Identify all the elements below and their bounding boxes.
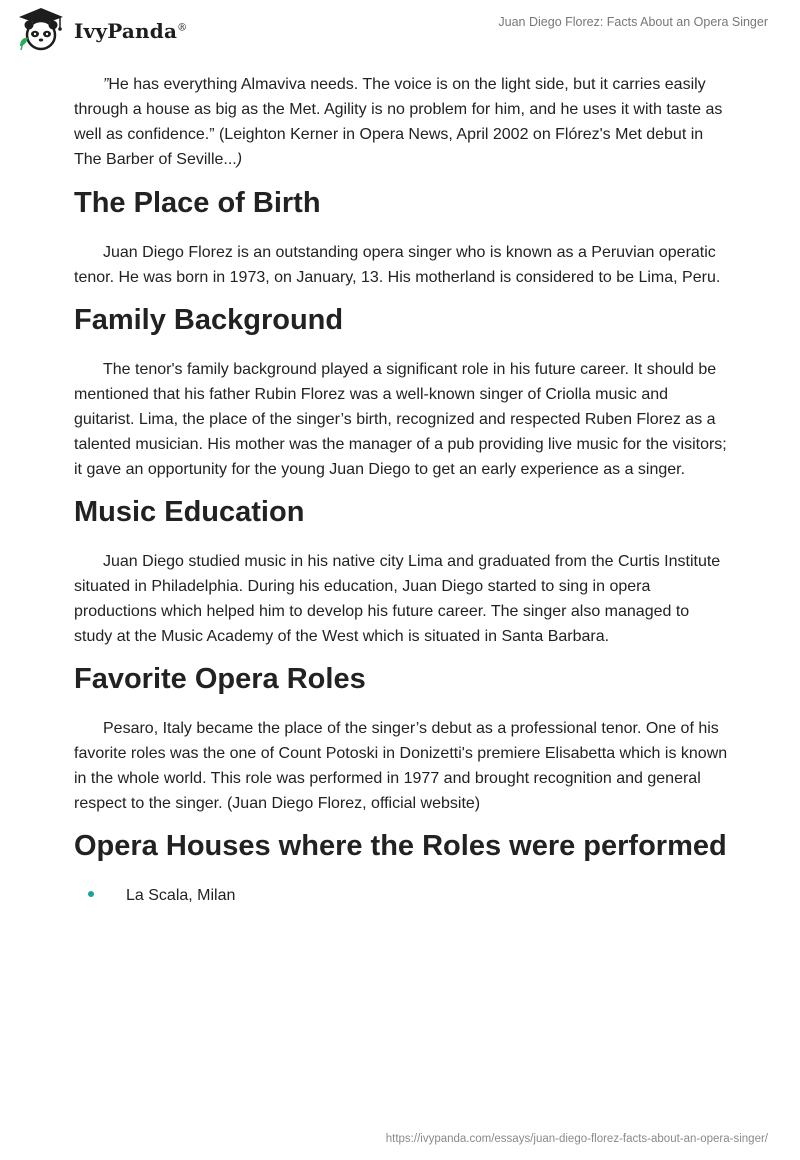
section-paragraph: Juan Diego studied music in his native city Lima and graduated from the Curtis Institute situated in Philadelphia. During his education, Juan Diego started to sing in opera productions which helped him to develop his future career. The singer also managed to study at the Music Academy of the West which is situated in Santa Barbara. xyxy=(74,553,721,645)
essay-body xyxy=(74,72,730,908)
quote-text: He has everything Almaviva needs. The voice is on the light side, but it carries easily through a house as big as the Met. Agility is no problem for him, and he uses it with taste as well as confidence.” (Leighton Kerner in Opera News, April 2002 on Flórez's Met debut in The Barber of Seville... xyxy=(74,76,723,168)
opera-house-list xyxy=(74,883,730,908)
list-item-label: La Scala, Milan xyxy=(126,887,236,904)
section-heading: Family Background xyxy=(74,304,344,336)
section-heading: Opera Houses where the Roles were performed xyxy=(74,830,727,862)
quote-close: ) xyxy=(236,151,243,168)
section-heading: Music Education xyxy=(74,496,305,528)
source-url[interactable]: https://ivypanda.com/essays/juan-diego-florez-facts-about-an-opera-singer/ xyxy=(385,1133,768,1145)
section-paragraph: The tenor's family background played a significant role in his future career. It should be mentioned that his father Rubin Florez was a well-known singer of Criolla music and guitarist. Lima, the place of the singer’s birth, recognized and respected Ruben Florez as a talented musician. His mother was the manager of a pub providing live music for the visitors; it gave an opportunity for the young Juan Diego to get an early experience as a singer. xyxy=(74,361,727,478)
page-header xyxy=(0,0,800,66)
brand-name: IvyPanda® xyxy=(74,19,188,43)
quote-paragraph xyxy=(74,72,730,172)
ivypanda-logo[interactable] xyxy=(16,8,187,54)
section-opera-houses xyxy=(74,827,730,908)
section-heading: The Place of Birth xyxy=(74,187,321,219)
quote-open-mark: ” xyxy=(103,76,109,93)
list-item xyxy=(74,883,730,908)
section-heading: Favorite Opera Roles xyxy=(74,663,366,695)
panda-graduate-icon xyxy=(16,6,66,57)
section-place-of-birth xyxy=(74,184,730,290)
section-paragraph: Juan Diego Florez is an outstanding opera singer who is known as a Peruvian operatic tenor. He was born in 1973, on January, 13. His motherland is considered to be Lima, Peru. xyxy=(74,244,721,286)
bullet-dot-icon xyxy=(88,891,94,897)
document-title: Juan Diego Florez: Facts About an Opera Singer xyxy=(498,15,768,29)
section-favorite-opera-roles xyxy=(74,660,730,816)
section-music-education xyxy=(74,493,730,649)
section-family-background xyxy=(74,301,730,482)
section-paragraph: Pesaro, Italy became the place of the singer’s debut as a professional tenor. One of his favorite roles was the one of Count Potoski in Donizetti's premiere Elisabetta which is known in the whole world. This role was performed in 1977 and brought recognition and general respect to the singer. (Juan Diego Florez, official website) xyxy=(74,720,728,812)
